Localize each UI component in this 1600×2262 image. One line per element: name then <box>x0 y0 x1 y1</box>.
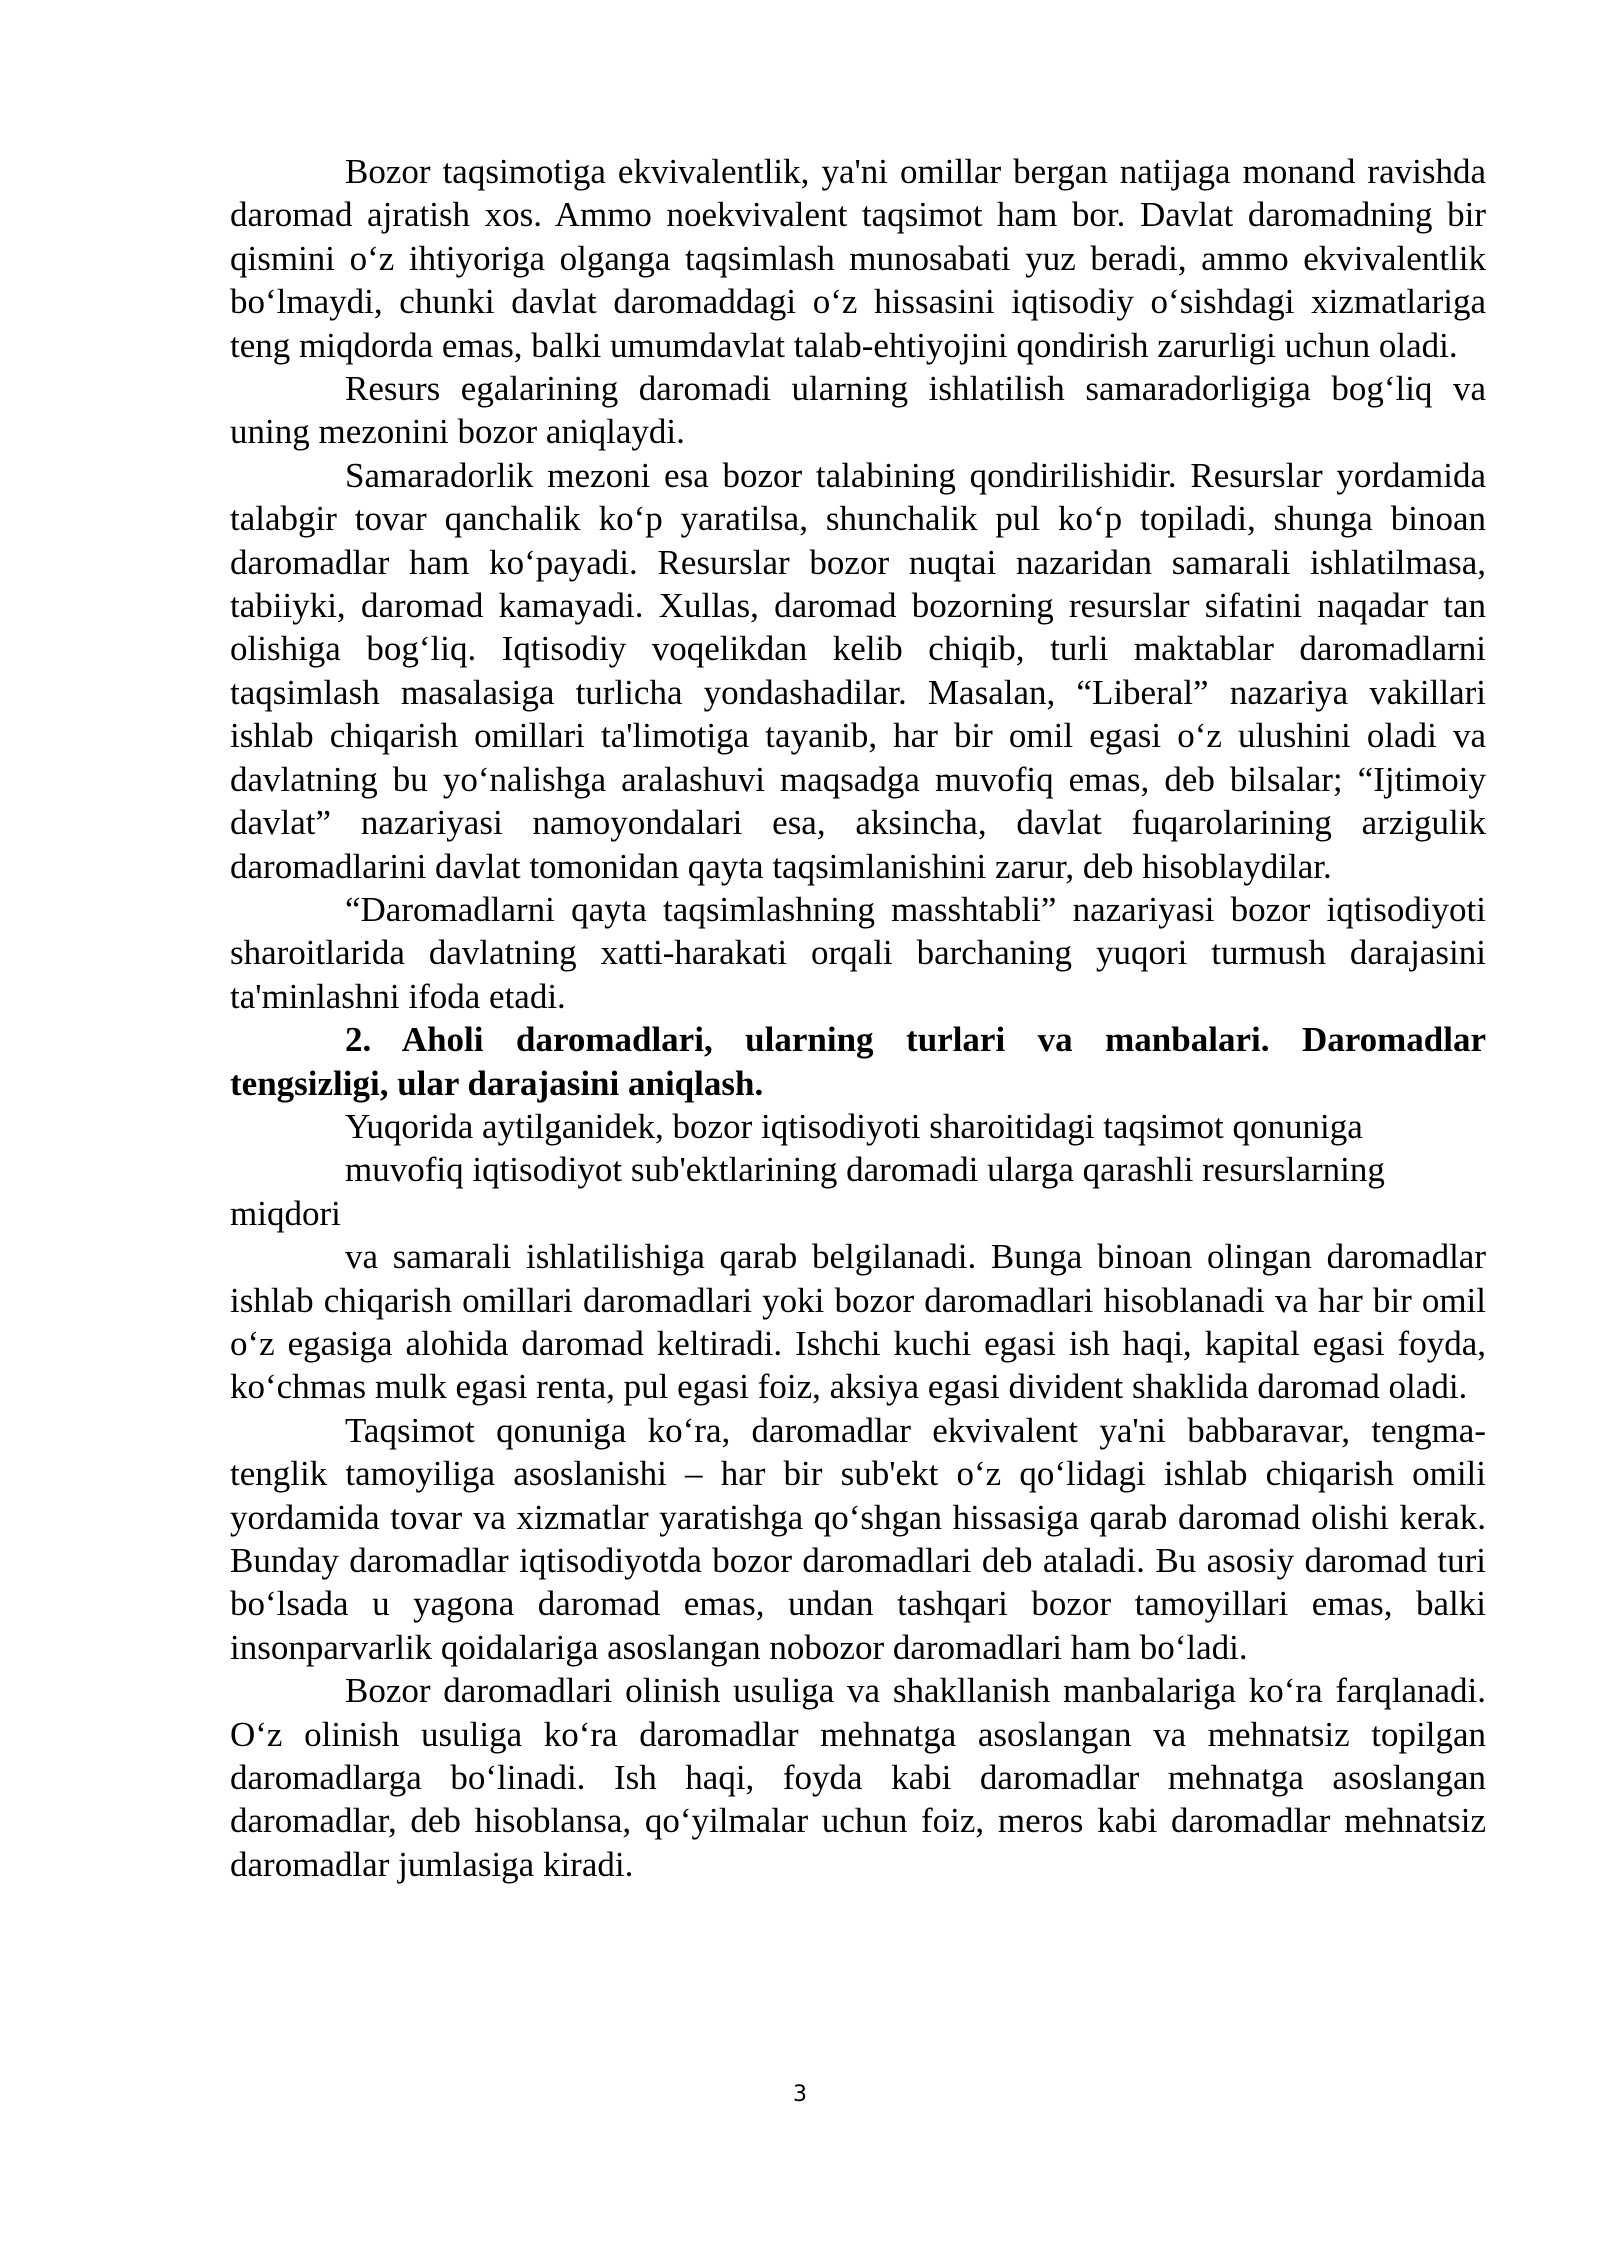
section-heading: 2. Aholi daromadlari, ularning turlari va manbalari. Daromadlar tengsizligi, ular darajasini aniqlash. <box>230 1020 1486 1103</box>
paragraph: muvofiq iqtisodiyot sub'ektlarining daromadi ularga qarashli resurslarning miqdori <box>230 1150 1385 1233</box>
paragraph: Bozor taqsimotiga ekvivalentlik, ya'ni omillar bergan natijaga monand ravishda daromad ajratish xos. Ammo noekvivalent taqsimot ham bor. Davlat daromadning bir qismini o‘z ihtiyoriga olganga taqsimlash munosabati yuz beradi, ammo ekvivalentlik bo‘lmaydi, chunki davlat daromaddagi o‘z hissasini iqtisodiy o‘sishdagi xizmatlariga teng miqdorda emas, balki umumdavlat talab-ehtiyojini qondirish zarurligi uchun oladi. <box>230 152 1486 365</box>
paragraph: Taqsimot qonuniga ko‘ra, daromadlar ekvivalent ya'ni babbaravar, tengma-tenglik tamoyiliga asoslanishi – har bir sub'ekt o‘z qo‘lidagi ishlab chiqarish omili yordamida tovar va xizmatlar yaratishga qo‘shgan hissasiga qarab daromad olishi kerak. Bunday daromadlar iqtisodiyotda bozor daromadlari deb ataladi. Bu asosiy daromad turi bo‘lsada u yagona daromad emas, undan tashqari bozor tamoyillari emas, balki insonparvarlik qoidalariga asoslangan nobozor daromadlari ham bo‘ladi. <box>230 1410 1486 1667</box>
paragraph: Samaradorlik mezoni esa bozor talabining qondirilishidir. Resurslar yordamida talabgir tovar qanchalik ko‘p yaratilsa, shunchalik pul ko‘p topiladi, shunga binoan daromadlar ham ko‘payadi. Resurslar bozor nuqtai nazaridan samarali ishlatilmasa, tabiiyki, daromad kamayadi. Xullas, daromad bozorning resurslar sifatini naqadar tan olishiga bog‘liq. Iqtisodiy voqelikdan kelib chiqib, turli maktablar daromadlarni taqsimlash masalasiga turlicha yondashadilar. Masalan, “Liberal” nazariya vakillari ishlab chiqarish omillari ta'limotiga tayanib, har bir omil egasi o‘z ulushini oladi va davlatning bu yo‘nalishga aralashuvi maqsadga muvofiq emas, deb bilsalar; “Ijtimoiy davlat” nazariyasi namoyondalari esa, aksincha, davlat fuqarolarining arzigulik daromadlarini davlat tomonidan qayta taqsimlanishini zarur, deb hisoblaydilar. <box>230 455 1486 886</box>
document-page <box>230 150 1486 1886</box>
paragraph: Bozor daromadlari olinish usuliga va shakllanish manbalariga ko‘ra farqlanadi. O‘z olinish usuliga ko‘ra daromadlar mehnatga asoslangan va mehnatsiz topilgan daromadlarga bo‘linadi. Ish haqi, foyda kabi daromadlar mehnatga asoslangan daromadlar, deb hisoblansa, qo‘yilmalar uchun foiz, meros kabi daromadlar mehnatsiz daromadlar jumlasiga kiradi. <box>230 1671 1486 1884</box>
paragraph: Resurs egalarining daromadi ularning ishlatilish samaradorligiga bog‘liq va uning mezonini bozor aniqlaydi. <box>230 369 1486 452</box>
paragraph: Yuqorida aytilganidek, bozor iqtisodiyoti sharoitidagi taqsimot qonuniga <box>345 1106 1363 1146</box>
paragraph: va samarali ishlatilishiga qarab belgilanadi. Bunga binoan olingan daromadlar ishlab chiqarish omillari daromadlari yoki bozor daromadlari hisoblanadi va har bir omil o‘z egasiga alohida daromad keltiradi. Ishchi kuchi egasi ish haqi, kapital egasi foyda, ko‘chmas mulk egasi renta, pul egasi foiz, aksiya egasi divident shaklida daromad oladi. <box>230 1237 1486 1407</box>
page-number: 3 <box>793 2082 807 2107</box>
paragraph: “Daromadlarni qayta taqsimlashning masshtabli” nazariyasi bozor iqtisodiyoti sharoitlarida davlatning xatti-harakati orqali barchaning yuqori turmush darajasini ta'minlashni ifoda etadi. <box>230 889 1486 1016</box>
